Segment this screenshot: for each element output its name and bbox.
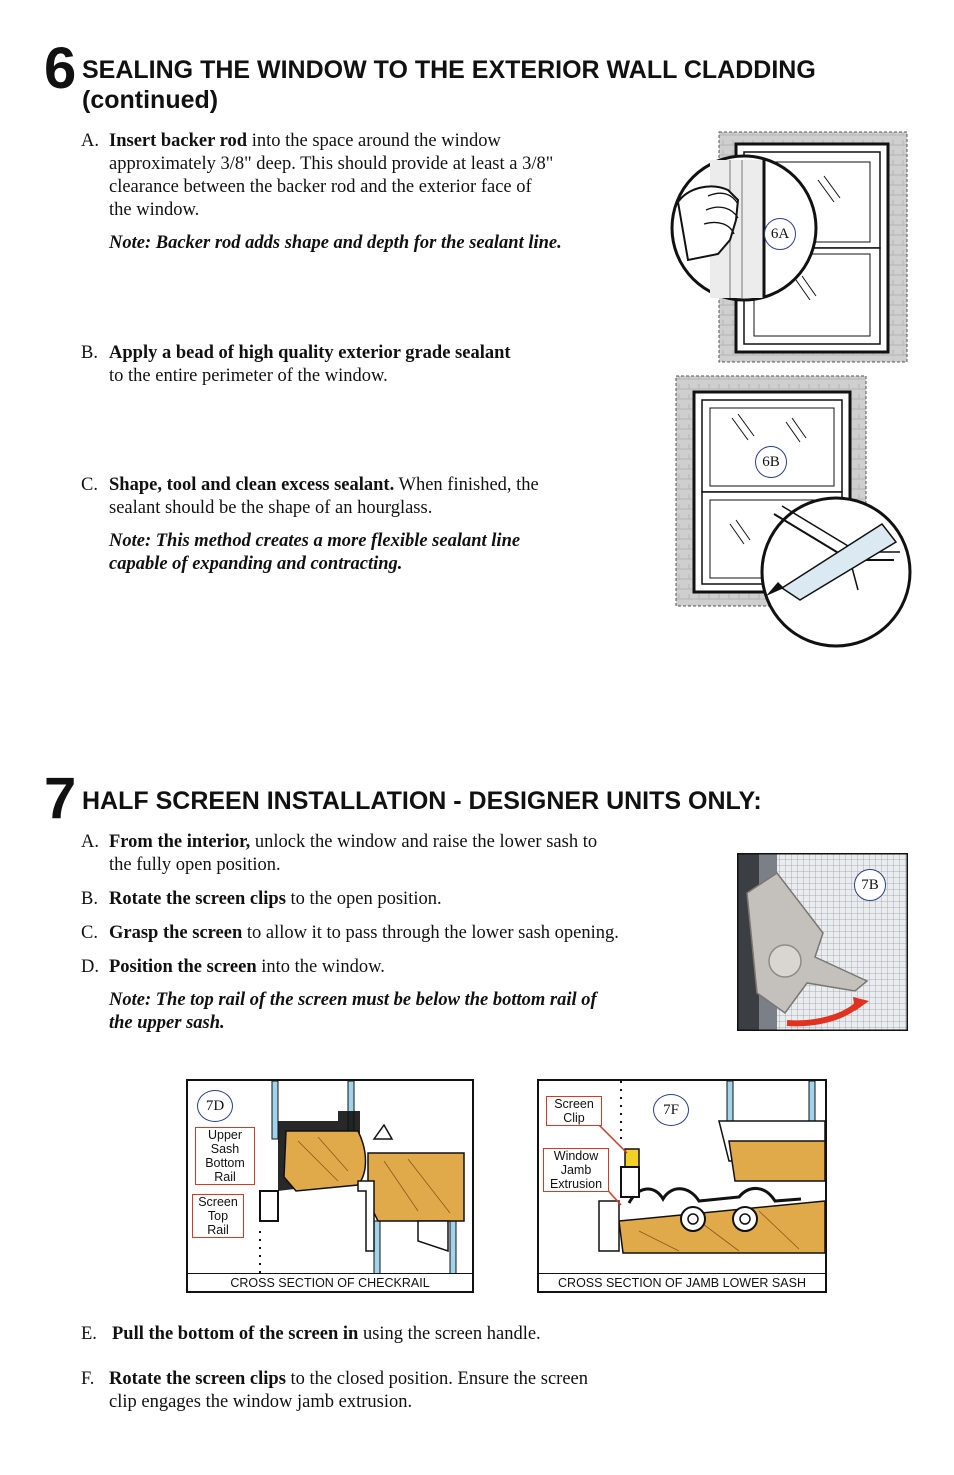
step-text: clearance between the backer rod and the exterior face of [109,177,532,197]
step-text: into the space around the window [247,131,501,151]
figure-7f [537,1079,827,1293]
tag-line: Clip [563,1111,585,1125]
step-7b [81,888,721,911]
step-label: D. [81,957,99,977]
step-bold: Shape, tool and clean excess sealant. [109,475,395,495]
step-6b [81,342,641,388]
step-text: to the open position. [285,889,442,909]
tag-window-jamb-extrusion [543,1148,609,1192]
figure-7b-label: 7B [854,869,886,901]
note-line: the upper sash. [109,1013,225,1033]
tag-line: Bottom [205,1156,245,1170]
tag-screen-clip [546,1096,602,1126]
step-text: approximately 3/8" deep. This should provide at least a 3/8" [109,154,554,174]
note-6a: Note: Backer rod adds shape and depth for the sealant line. [109,233,562,253]
step-bold: Insert backer rod [109,131,248,151]
step-text: using the screen handle. [358,1324,541,1344]
tag-line: Jamb [560,1163,592,1177]
step-label: E. [81,1324,97,1344]
step-text: to the closed position. Ensure the screen [285,1369,588,1389]
figure-7d [186,1079,474,1293]
tag-screen-top-rail [192,1194,244,1238]
step-6c [81,474,641,520]
step-bold: Rotate the screen clips [109,889,286,909]
section-7-title: HALF SCREEN INSTALLATION - DESIGNER UNITS ONLY: [82,787,762,815]
section-7-number: 7 [44,766,77,831]
note-line: Note: This method creates a more flexible sealant line [109,531,521,551]
window-sealant-illustration [674,374,912,650]
step-bold: Pull the bottom of the screen in [112,1324,359,1344]
note-6c [109,530,649,576]
figure-7d-caption: CROSS SECTION OF CHECKRAIL [188,1273,472,1291]
step-label: B. [81,343,98,363]
tag-line: Top [207,1209,229,1223]
figure-7d-label: 7D [197,1090,233,1122]
tag-line: Screen [198,1195,238,1209]
step-text: clip engages the window jamb extrusion. [109,1392,413,1412]
step-7a [81,831,721,877]
step-label: F. [81,1369,95,1389]
step-text: the fully open position. [109,855,281,875]
step-label: C. [81,475,98,495]
tag-line: Upper [207,1128,243,1142]
tag-line: Screen [554,1097,594,1111]
step-text: sealant should be the shape of an hourglass. [109,498,433,518]
tag-line: Sash [210,1142,240,1156]
tag-line: Rail [207,1223,229,1237]
step-7e [81,1323,721,1346]
step-bold: Apply a bead of high quality exterior grade sealant [109,343,511,363]
section-6-title-line1: SEALING THE WINDOW TO THE EXTERIOR WALL CLADDING [82,56,816,84]
note-7 [109,989,709,1035]
tag-upper-sash-bottom-rail [195,1127,255,1185]
note-line: capable of expanding and contracting. [109,554,403,574]
step-7d [81,956,721,979]
figure-7b [737,853,908,1031]
step-text: to allow it to pass through the lower sash opening. [242,923,619,943]
figure-6b [674,374,912,650]
step-text: unlock the window and raise the lower sash to [250,832,598,852]
step-label: A. [81,131,99,151]
figure-7f-label: 7F [653,1094,689,1126]
step-label: A. [81,832,99,852]
step-bold: Grasp the screen [109,923,243,943]
tag-line: Window [553,1149,599,1163]
step-text: the window. [109,200,200,220]
step-text: When finished, the [394,475,539,495]
section-6-title [82,55,922,115]
step-label: C. [81,923,98,943]
figure-7f-caption: CROSS SECTION OF JAMB LOWER SASH [539,1273,825,1291]
step-bold: Position the screen [109,957,257,977]
step-text: to the entire perimeter of the window. [109,366,388,386]
section-6-title-line2: (continued) [82,86,219,114]
figure-6b-label: 6B [755,446,787,478]
step-bold: From the interior, [109,832,251,852]
step-text: into the window. [256,957,385,977]
step-6a [81,130,641,222]
step-7c [81,922,721,945]
step-label: B. [81,889,98,909]
section-6-number: 6 [44,36,77,101]
step-bold: Rotate the screen clips [109,1369,286,1389]
note-line: Note: The top rail of the screen must be below the bottom rail of [109,990,597,1010]
tag-line: Rail [214,1170,236,1184]
figure-6a-label: 6A [764,218,796,250]
tag-line: Extrusion [549,1177,603,1191]
step-7f [81,1368,721,1414]
figure-6a [668,130,910,364]
